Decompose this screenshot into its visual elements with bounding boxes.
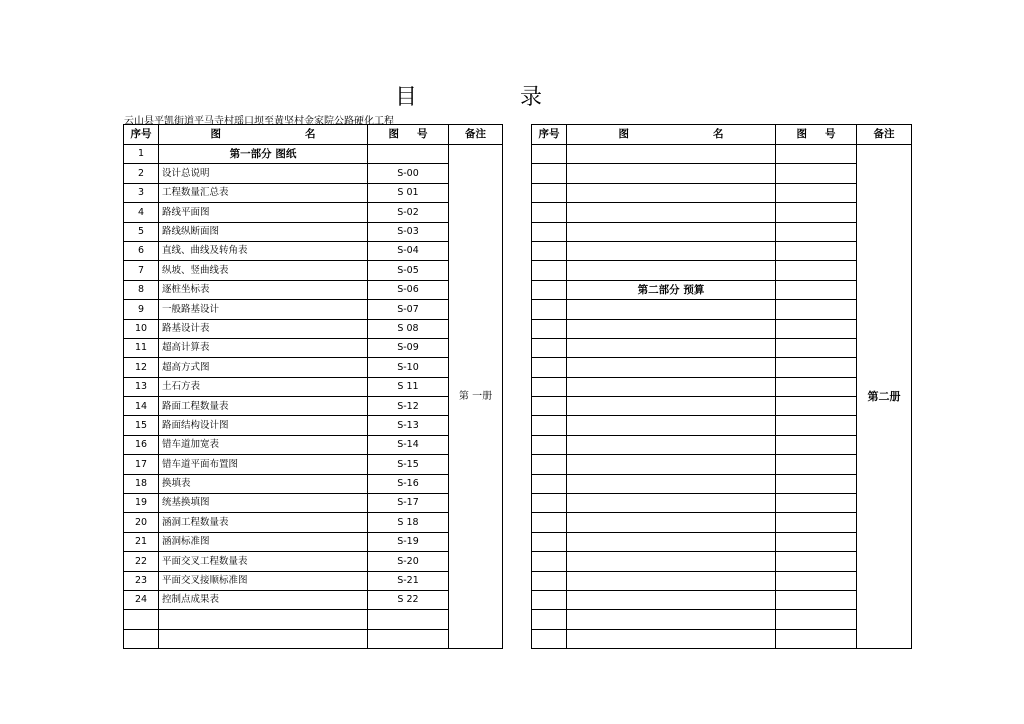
drawing-code <box>776 145 857 164</box>
header-name-b: 名 <box>713 128 724 141</box>
table-row <box>532 280 912 299</box>
drawing-name: 直线、曲线及转角表 <box>159 241 368 260</box>
title-char-1: 目 <box>395 85 418 110</box>
table-row <box>532 358 912 377</box>
drawing-code <box>776 203 857 222</box>
table-row <box>124 164 503 183</box>
table-row <box>124 222 503 241</box>
row-number <box>532 358 567 377</box>
drawing-code <box>776 183 857 202</box>
page-title <box>380 80 580 110</box>
drawing-name <box>567 532 776 551</box>
drawing-code: S 11 <box>368 377 449 396</box>
drawing-name <box>159 629 368 648</box>
header-name <box>159 125 368 145</box>
drawing-name: 路线平面图 <box>159 203 368 222</box>
table-row <box>532 610 912 629</box>
table-row <box>124 203 503 222</box>
row-number: 22 <box>124 552 159 571</box>
drawing-name <box>567 494 776 513</box>
drawing-code: S-16 <box>368 474 449 493</box>
drawing-name: 统基换填图 <box>159 494 368 513</box>
table-row <box>124 183 503 202</box>
drawing-code <box>776 222 857 241</box>
row-number <box>532 610 567 629</box>
drawing-name: 土石方表 <box>159 377 368 396</box>
table-row <box>532 552 912 571</box>
drawing-code: S-06 <box>368 280 449 299</box>
header-name <box>567 125 776 145</box>
right-catalog-table <box>531 124 912 649</box>
drawing-code: S-10 <box>368 358 449 377</box>
drawing-code <box>776 513 857 532</box>
drawing-code: S 18 <box>368 513 449 532</box>
row-number <box>532 338 567 357</box>
drawing-code: S-21 <box>368 571 449 590</box>
drawing-name: 路面结构设计图 <box>159 416 368 435</box>
drawing-code <box>776 455 857 474</box>
drawing-name <box>567 358 776 377</box>
drawing-name <box>567 203 776 222</box>
volume-note: 第 一册 <box>449 145 503 649</box>
drawing-name <box>567 222 776 241</box>
row-number <box>532 145 567 164</box>
row-number: 15 <box>124 416 159 435</box>
drawing-code <box>368 145 449 164</box>
table-row <box>532 145 912 164</box>
drawing-code <box>776 629 857 648</box>
row-number: 11 <box>124 338 159 357</box>
drawing-code: S-14 <box>368 435 449 454</box>
right-header-row <box>532 125 912 145</box>
header-code <box>776 125 857 145</box>
table-row <box>124 358 503 377</box>
row-number <box>532 222 567 241</box>
drawing-code: S-00 <box>368 164 449 183</box>
row-number: 16 <box>124 435 159 454</box>
header-code-b: 号 <box>825 128 836 141</box>
row-number: 9 <box>124 300 159 319</box>
table-row <box>124 532 503 551</box>
drawing-name <box>567 261 776 280</box>
drawing-code <box>776 358 857 377</box>
drawing-code <box>776 280 857 299</box>
table-row <box>532 532 912 551</box>
row-number <box>532 435 567 454</box>
row-number: 12 <box>124 358 159 377</box>
table-row <box>124 571 503 590</box>
row-number <box>532 455 567 474</box>
drawing-name: 设计总说明 <box>159 164 368 183</box>
row-number <box>532 319 567 338</box>
drawing-name <box>567 183 776 202</box>
drawing-name: 一般路基设计 <box>159 300 368 319</box>
table-row <box>124 416 503 435</box>
row-number <box>532 494 567 513</box>
row-number: 23 <box>124 571 159 590</box>
drawing-name: 超高方式图 <box>159 358 368 377</box>
drawing-name: 路面工程数量表 <box>159 397 368 416</box>
header-no: 序号 <box>532 125 567 145</box>
drawing-name: 工程数量汇总表 <box>159 183 368 202</box>
drawing-code: S 08 <box>368 319 449 338</box>
row-number: 18 <box>124 474 159 493</box>
table-row <box>124 435 503 454</box>
table-row <box>124 261 503 280</box>
header-name-a: 图 <box>618 128 629 141</box>
row-number: 20 <box>124 513 159 532</box>
project-name: 云山县平凯街道平马寺村瑶口坝至黄坚村金家院公路硬化工程 <box>124 116 394 127</box>
table-row <box>532 261 912 280</box>
drawing-code: S-20 <box>368 552 449 571</box>
drawing-name <box>567 590 776 609</box>
drawing-name: 逐桩坐标表 <box>159 280 368 299</box>
section-title: 第二部分 预算 <box>567 280 776 299</box>
table-row <box>124 300 503 319</box>
row-number <box>124 629 159 648</box>
table-row <box>532 474 912 493</box>
drawing-code: S 01 <box>368 183 449 202</box>
drawing-name: 纵坡、竖曲线表 <box>159 261 368 280</box>
table-row <box>532 319 912 338</box>
drawing-code: S-05 <box>368 261 449 280</box>
drawing-code <box>776 532 857 551</box>
table-row <box>124 629 503 648</box>
row-number: 4 <box>124 203 159 222</box>
drawing-code <box>776 241 857 260</box>
table-row <box>124 397 503 416</box>
row-number <box>532 532 567 551</box>
row-number <box>532 416 567 435</box>
drawing-name <box>567 610 776 629</box>
drawing-name <box>159 610 368 629</box>
drawing-name <box>567 552 776 571</box>
drawing-name: 涵洞标准图 <box>159 532 368 551</box>
drawing-name <box>567 164 776 183</box>
table-row <box>124 474 503 493</box>
drawing-code <box>776 474 857 493</box>
drawing-name <box>567 397 776 416</box>
header-note: 备注 <box>449 125 503 145</box>
drawing-name <box>567 416 776 435</box>
drawing-code <box>368 610 449 629</box>
drawing-code <box>776 610 857 629</box>
row-number <box>532 590 567 609</box>
drawing-name: 错车道加宽表 <box>159 435 368 454</box>
drawing-code: S-04 <box>368 241 449 260</box>
table-row <box>532 571 912 590</box>
table-row <box>532 338 912 357</box>
drawing-name: 涵洞工程数量表 <box>159 513 368 532</box>
table-row <box>532 300 912 319</box>
drawing-code <box>368 629 449 648</box>
drawing-name <box>567 435 776 454</box>
header-code-a: 图 <box>796 128 807 141</box>
drawing-name <box>567 338 776 357</box>
table-row <box>532 494 912 513</box>
drawing-name <box>567 241 776 260</box>
table-row <box>124 338 503 357</box>
header-code-a: 图 <box>388 128 399 141</box>
table-row <box>532 416 912 435</box>
title-char-2: 录 <box>520 85 543 110</box>
table-row <box>532 397 912 416</box>
header-no: 序号 <box>124 125 159 145</box>
row-number: 2 <box>124 164 159 183</box>
drawing-code <box>776 494 857 513</box>
section-title: 第一部分 图纸 <box>159 145 368 164</box>
drawing-name: 超高计算表 <box>159 338 368 357</box>
table-row <box>532 377 912 396</box>
drawing-code: S-02 <box>368 203 449 222</box>
row-number: 21 <box>124 532 159 551</box>
drawing-code <box>776 377 857 396</box>
drawing-code: S 22 <box>368 590 449 609</box>
drawing-name: 路基设计表 <box>159 319 368 338</box>
drawing-code <box>776 164 857 183</box>
row-number: 17 <box>124 455 159 474</box>
drawing-code: S-09 <box>368 338 449 357</box>
row-number <box>532 183 567 202</box>
header-code <box>368 125 449 145</box>
table-row <box>124 610 503 629</box>
row-number <box>532 203 567 222</box>
drawing-code <box>776 571 857 590</box>
drawing-name <box>567 377 776 396</box>
drawing-name: 平面交叉工程数量表 <box>159 552 368 571</box>
table-row <box>532 513 912 532</box>
row-number: 8 <box>124 280 159 299</box>
row-number: 6 <box>124 241 159 260</box>
row-number <box>532 571 567 590</box>
drawing-name: 错车道平面布置图 <box>159 455 368 474</box>
drawing-name: 控制点成果表 <box>159 590 368 609</box>
row-number: 14 <box>124 397 159 416</box>
table-row <box>124 377 503 396</box>
drawing-name: 平面交叉接顺标准图 <box>159 571 368 590</box>
header-name-a: 图 <box>210 128 221 141</box>
row-number: 1 <box>124 145 159 164</box>
drawing-code <box>776 319 857 338</box>
table-row <box>532 455 912 474</box>
row-number <box>532 629 567 648</box>
drawing-code: S-03 <box>368 222 449 241</box>
drawing-code <box>776 435 857 454</box>
table-row <box>532 629 912 648</box>
row-number: 3 <box>124 183 159 202</box>
drawing-name: 换填表 <box>159 474 368 493</box>
drawing-code <box>776 397 857 416</box>
row-number: 10 <box>124 319 159 338</box>
table-row <box>532 203 912 222</box>
row-number: 5 <box>124 222 159 241</box>
table-row <box>124 145 503 164</box>
row-number <box>532 280 567 299</box>
table-row <box>124 280 503 299</box>
drawing-code: S-13 <box>368 416 449 435</box>
left-header-row <box>124 125 503 145</box>
drawing-name <box>567 571 776 590</box>
row-number <box>532 377 567 396</box>
drawing-code: S-12 <box>368 397 449 416</box>
row-number <box>532 397 567 416</box>
table-row <box>124 590 503 609</box>
row-number: 7 <box>124 261 159 280</box>
row-number <box>532 300 567 319</box>
row-number <box>532 552 567 571</box>
drawing-code <box>776 300 857 319</box>
row-number: 13 <box>124 377 159 396</box>
drawing-code <box>776 338 857 357</box>
row-number <box>532 261 567 280</box>
header-code-b: 号 <box>417 128 428 141</box>
drawing-name <box>567 513 776 532</box>
table-row <box>532 183 912 202</box>
header-name-b: 名 <box>305 128 316 141</box>
table-row <box>124 513 503 532</box>
table-row <box>532 241 912 260</box>
drawing-name <box>567 300 776 319</box>
row-number <box>124 610 159 629</box>
table-row <box>124 241 503 260</box>
row-number <box>532 513 567 532</box>
drawing-code <box>776 590 857 609</box>
drawing-name <box>567 319 776 338</box>
row-number <box>532 474 567 493</box>
table-row <box>124 455 503 474</box>
drawing-code: S-17 <box>368 494 449 513</box>
drawing-name <box>567 455 776 474</box>
row-number: 24 <box>124 590 159 609</box>
table-row <box>124 319 503 338</box>
volume-note: 第二册 <box>857 145 912 649</box>
drawing-code: S-07 <box>368 300 449 319</box>
drawing-code: S-15 <box>368 455 449 474</box>
row-number <box>532 164 567 183</box>
row-number: 19 <box>124 494 159 513</box>
drawing-code <box>776 261 857 280</box>
drawing-code <box>776 416 857 435</box>
table-row <box>124 494 503 513</box>
drawing-name <box>567 629 776 648</box>
table-row <box>124 552 503 571</box>
drawing-name: 路线纵断面图 <box>159 222 368 241</box>
drawing-name <box>567 145 776 164</box>
row-number <box>532 241 567 260</box>
drawing-code: S-19 <box>368 532 449 551</box>
table-row <box>532 222 912 241</box>
header-note: 备注 <box>857 125 912 145</box>
table-row <box>532 164 912 183</box>
table-row <box>532 435 912 454</box>
table-row <box>532 590 912 609</box>
drawing-code <box>776 552 857 571</box>
left-catalog-table <box>123 124 503 649</box>
drawing-name <box>567 474 776 493</box>
